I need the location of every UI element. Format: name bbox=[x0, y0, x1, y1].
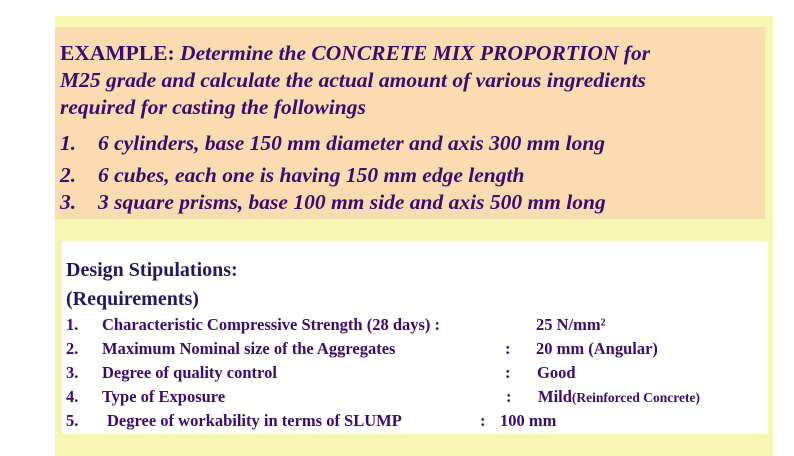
requirement-label: Degree of workability in terms of SLUMP bbox=[107, 411, 402, 430]
design-subtitle: (Requirements) bbox=[66, 288, 199, 310]
example-list-item bbox=[60, 163, 524, 188]
requirement-number: 1. bbox=[66, 315, 79, 334]
example-list-number: 1. bbox=[60, 131, 77, 155]
example-list-text: 6 cylinders, base 150 mm diameter and axis 300 mm long bbox=[98, 131, 606, 155]
requirement-number: 3. bbox=[66, 363, 79, 382]
requirement-value: 25 N/mm² bbox=[536, 315, 606, 334]
requirement-number: 2. bbox=[66, 339, 79, 358]
example-question-line2: M25 grade and calculate the actual amount of various ingredients bbox=[60, 68, 646, 92]
requirement-colon: : bbox=[505, 363, 511, 382]
example-list-number: 2. bbox=[60, 163, 77, 187]
example-list-text: 6 cubes, each one is having 150 mm edge length bbox=[98, 163, 525, 187]
requirement-value: 100 mm bbox=[500, 411, 557, 430]
requirement-label: Characteristic Compressive Strength (28 days) : bbox=[102, 315, 441, 334]
example-question-line1: Determine the CONCRETE MIX PROPORTION for bbox=[180, 41, 651, 65]
example-list-number: 3. bbox=[60, 190, 77, 214]
requirement-number: 4. bbox=[66, 387, 79, 406]
example-list-item bbox=[60, 190, 606, 215]
requirement-value-note: (Reinforced Concrete) bbox=[571, 390, 701, 405]
requirement-value: Good bbox=[537, 363, 576, 382]
design-title: Design Stipulations: bbox=[66, 259, 238, 281]
example-question-line3: required for casting the followings bbox=[60, 95, 366, 119]
example-list-text: 3 square prisms, base 100 mm side and axis 500 mm long bbox=[98, 190, 606, 214]
example-heading bbox=[60, 40, 760, 121]
example-label: EXAMPLE: bbox=[60, 41, 175, 65]
requirement-colon: : bbox=[505, 339, 511, 358]
example-list-item bbox=[60, 131, 605, 156]
requirement-label: Maximum Nominal size of the Aggregates bbox=[102, 339, 396, 358]
requirement-colon: : bbox=[480, 411, 486, 430]
requirement-value: 20 mm (Angular) bbox=[536, 339, 658, 358]
requirement-colon: : bbox=[506, 387, 512, 406]
requirement-number: 5. bbox=[66, 411, 79, 430]
requirement-value bbox=[538, 387, 700, 407]
requirement-label: Type of Exposure bbox=[102, 387, 226, 406]
requirement-label: Degree of quality control bbox=[102, 363, 277, 382]
example-heading-line1 bbox=[60, 40, 760, 67]
requirement-value-main: Mild bbox=[538, 387, 572, 406]
